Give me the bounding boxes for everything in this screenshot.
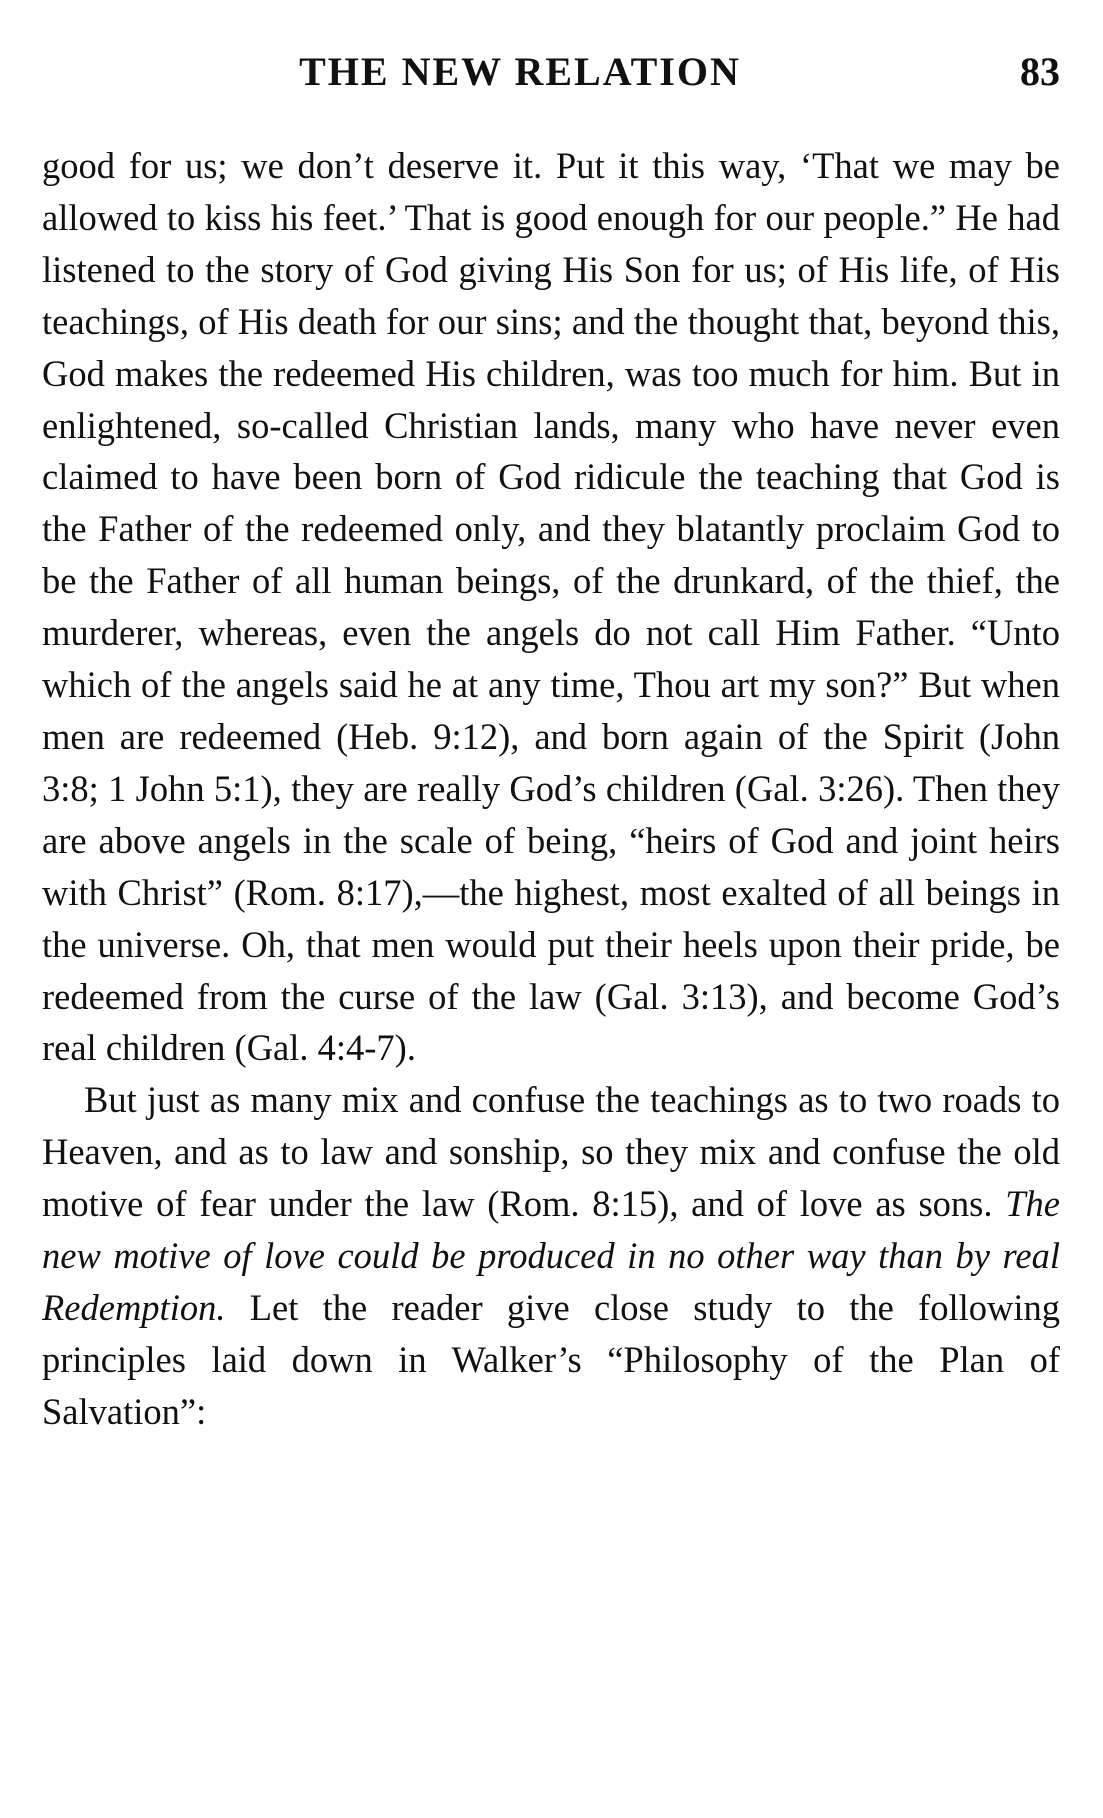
paragraph-2-tail: Let the reader give close study to the following principles laid down in Walker’s “Philosophy of the Plan of Salvation”: [42,1286,1060,1432]
running-head [40,48,1060,108]
running-title: THE NEW RELATION [299,49,741,94]
paragraph-2-lead: But just as many mix and confuse the teachings as to two roads to Heaven, and as to law and sonship, so they mix and confuse the old motive of fear under the law (Rom. 8:15), and of love as sons. [42,1079,1060,1225]
paragraph-2-italic-emphasis: The new motive of love could be produced in no other way than by real Redemption. [42,1183,1060,1328]
body-text [42,140,1060,1438]
paragraph-2 [42,1074,1060,1437]
paragraph-1: good for us; we don’t deserve it. Put it this way, ‘That we may be allowed to kiss his feet.’ That is good enough for our people.” He had listened to the story of God giving His Son for us; of His life, of His teachings, of His death for our sins; and the thought that, beyond this, God makes the redeemed His children, was too much for him. But in enlightened, so-called Christian lands, many who have never even claimed to have been born of God ridicule the teaching that God is the Father of the redeemed only, and they blatantly proclaim God to be the Father of all human beings, of the drunkard, of the thief, the murderer, whereas, even the angels do not call Him Father. “Unto which of the angels said he at any time, Thou art my son?” But when men are redeemed (Heb. 9:12), and born again of the Spirit (John 3:8; 1 John 5:1), they are really God’s children (Gal. 3:26). Then they are above angels in the scale of being, “heirs of God and joint heirs with Christ” (Rom. 8:17),—the highest, most exalted of all beings in the universe. Oh, that men would put their heels upon their pride, be redeemed from the curse of the law (Gal. 3:13), and become God’s real children (Gal. 4:4-7). [42,145,1060,1069]
page-number: 83 [1020,49,1060,94]
